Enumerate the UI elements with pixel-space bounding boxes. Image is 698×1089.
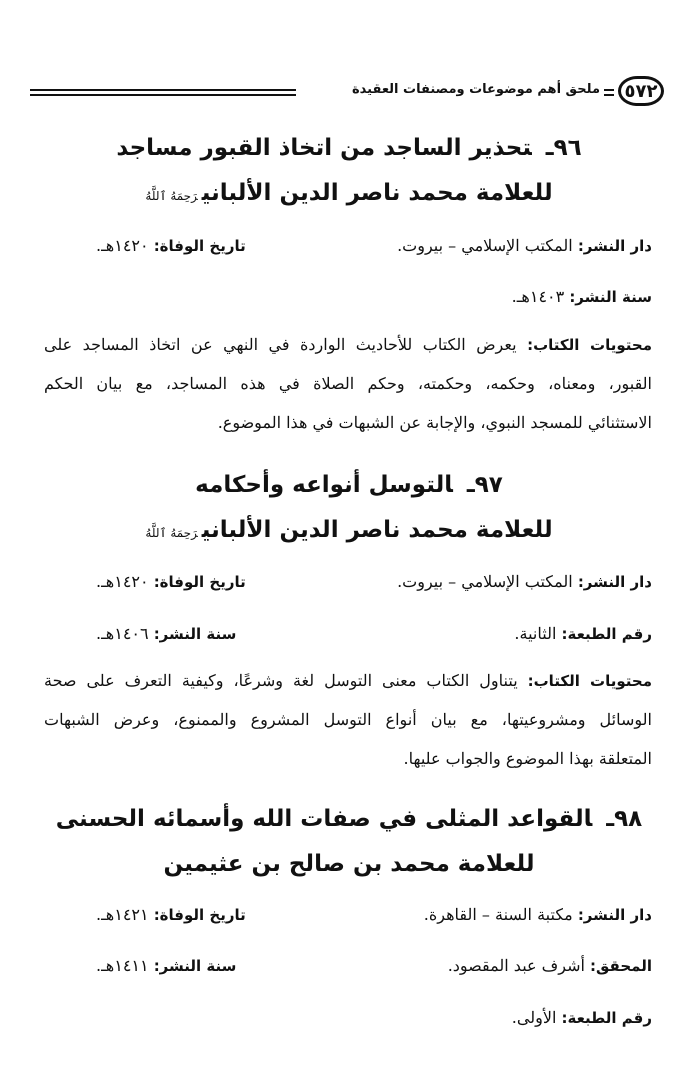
running-header [30, 74, 664, 114]
entry-97-year [96, 622, 236, 646]
honorific: رَحِمَهُ ٱللَّهُ [145, 189, 198, 203]
author-name: للعلامة محمد ناصر الدين الألباني [201, 517, 553, 543]
header-title: ملحق أهم موضوعات ومصنفات العقيدة [351, 82, 600, 97]
editor-label: المحقق: [590, 957, 652, 975]
publisher-value: المكتب الإسلامي – بيروت. [397, 572, 573, 591]
author-name: للعلامة محمد بن صالح بن عثيمين [163, 851, 535, 877]
entry-98-editor [448, 954, 652, 978]
entry-96-author [30, 180, 668, 206]
entry-96-title [30, 135, 668, 161]
entry-96-contents [44, 325, 652, 442]
entry-97-title [30, 472, 668, 498]
year-label: سنة النشر: [153, 625, 237, 643]
entry-title: تحذير الساجد من اتخاذ القبور مساجد [116, 135, 532, 161]
entry-97-contents [44, 661, 652, 778]
entry-97-death [96, 570, 246, 594]
death-value: ١٤٢٠هـ. [96, 236, 149, 255]
publisher-value: مكتبة السنة – القاهرة. [423, 905, 573, 924]
entry-98-publisher [424, 903, 652, 927]
contents-label: محتويات الكتاب: [527, 336, 653, 354]
author-name: للعلامة محمد ناصر الدين الألباني [201, 180, 553, 206]
year-value: ١٤٠٣هـ. [511, 287, 565, 306]
death-value: ١٤٢١هـ. [96, 905, 149, 924]
publisher-label: دار النشر: [577, 573, 652, 591]
year-value: ١٤١١هـ. [96, 956, 149, 975]
entry-97-edition [514, 622, 652, 646]
entry-97-author [30, 517, 668, 543]
contents-line: القبور، ومعناه، وحكمه، وحكمته، وحكم الصلاة في هذه المساجد، مع بيان الحكم [44, 374, 652, 393]
contents-text: يعرض الكتاب للأحاديث الواردة في النهي عن اتخاذ المساجد على [44, 335, 517, 354]
entry-97-publisher [397, 570, 652, 594]
publisher-value: المكتب الإسلامي – بيروت. [397, 236, 573, 255]
edition-value: الثانية. [514, 624, 557, 643]
header-rule [30, 89, 296, 96]
contents-line: المتعلقة بهذا الموضوع والجواب عليها. [403, 749, 652, 768]
edition-value: الأولى. [511, 1008, 557, 1027]
contents-line: الاستثنائي للمسجد النبوي، والإجابة عن الشبهات في هذا الموضوع. [217, 413, 652, 432]
entry-96-death [96, 234, 246, 258]
entry-title: القواعد المثلى في صفات الله وأسمائه الحسنى [55, 806, 593, 832]
header-rule-short [604, 89, 614, 96]
entry-96-year [512, 285, 652, 309]
year-label: سنة النشر: [569, 288, 652, 306]
entry-98-author [30, 851, 668, 877]
publisher-label: دار النشر: [577, 906, 652, 924]
publisher-label: دار النشر: [577, 237, 652, 255]
entry-98-year [96, 954, 236, 978]
death-label: تاريخ الوفاة: [153, 573, 246, 591]
year-label: سنة النشر: [153, 957, 237, 975]
death-label: تاريخ الوفاة: [153, 237, 246, 255]
contents-line [44, 325, 652, 364]
entry-number: ٩٨ـ [606, 806, 643, 832]
entry-number: ٩٧ـ [466, 472, 503, 498]
entry-96-publisher [397, 234, 652, 258]
contents-line [44, 661, 652, 700]
edition-label: رقم الطبعة: [561, 625, 652, 643]
death-value: ١٤٢٠هـ. [96, 572, 149, 591]
death-label: تاريخ الوفاة: [153, 906, 246, 924]
edition-label: رقم الطبعة: [561, 1009, 652, 1027]
page-number: ٥٧٢ [618, 76, 664, 106]
entry-98-edition [512, 1006, 652, 1030]
entry-number: ٩٦ـ [545, 135, 582, 161]
contents-label: محتويات الكتاب: [527, 672, 652, 690]
contents-text: يتناول الكتاب معنى التوسل لغة وشرعًا، وكيفية التعرف على صحة [44, 671, 518, 690]
honorific: رَحِمَهُ ٱللَّهُ [145, 526, 198, 540]
entry-98-title [30, 806, 668, 832]
entry-title: التوسل أنواعه وأحكامه [195, 472, 453, 498]
year-value: ١٤٠٦هـ. [96, 624, 149, 643]
contents-line: الوسائل ومشروعيتها، مع بيان أنواع التوسل المشروع والممنوع، وعرض الشبهات [44, 710, 652, 729]
editor-value: أشرف عبد المقصود. [447, 956, 585, 975]
entry-98-death [96, 903, 246, 927]
